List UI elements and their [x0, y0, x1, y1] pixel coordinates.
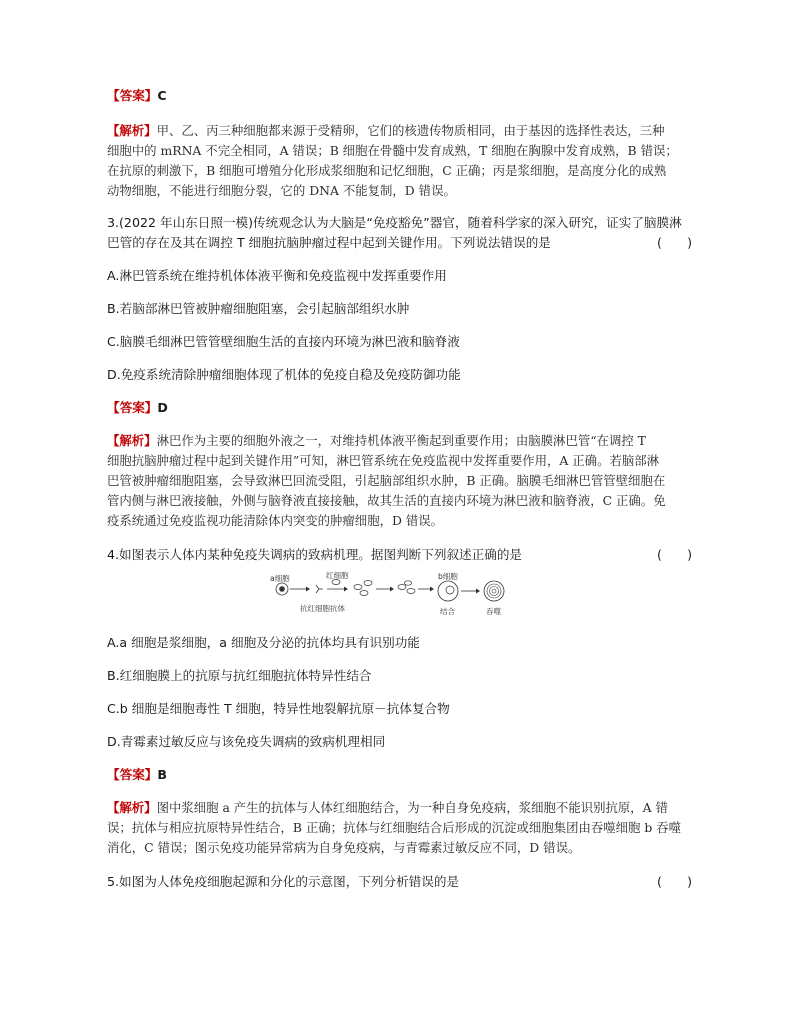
- q4-option-b: B.红细胞膜上的抗原与抗红细胞抗体特异性结合: [107, 668, 372, 683]
- q4-answer-blank: ( ): [656, 547, 692, 562]
- q3-option-d: D.免疫系统清除肿瘤细胞体现了机体的免疫自稳及免疫防御功能: [107, 367, 461, 382]
- label-bind: 结合: [440, 607, 455, 616]
- q3-option-a: A.淋巴管系统在维持机体体液平衡和免疫监视中发挥重要作用: [107, 268, 447, 283]
- q5-stem: 5.如图为人体免疫细胞起源和分化的示意图，下列分析错误的是 ( ): [107, 872, 692, 892]
- label-red-cell: 红细胞: [326, 571, 349, 580]
- q4-option-d: D.青霉素过敏反应与该免疫失调病的致病机理相同: [107, 734, 386, 749]
- q4-option-c: C.b 细胞是细胞毒性 T 细胞，特异性地裂解抗原－抗体复合物: [107, 701, 450, 716]
- q4-explanation: 【解析】图中浆细胞 a 产生的抗体与人体红细胞结合，为一种自身免疫病，浆细胞不能识别抗原，A 错 误；抗体与相应抗原特异性结合，B 正确；抗体与红细胞结合后形成的沉淀或细胞集团由吞噬细胞 b 吞噬 消化，C 错误；图示免疫功能异常病为自身免疫病，与青霉素过敏反应不同，D 错误。: [107, 800, 682, 855]
- label-antibody: 抗红细胞抗体: [300, 604, 345, 613]
- q4-answer: 【答案】B: [107, 767, 167, 782]
- q3-stem: 3.(2022 年山东日照一模)传统观念认为大脑是“免疫豁免”器官，随着科学家的深入研究，证实了脑膜淋 巴管的存在及其在调控 T 细胞抗脑肿瘤过程中起到关键作用。下列说法错误的是 ( ): [107, 213, 692, 253]
- q2-answer: 【答案】C: [107, 88, 167, 103]
- q4-options: [107, 633, 692, 752]
- immune-disorder-diagram: [272, 573, 522, 621]
- q4-stem: 4.如图表示人体内某种免疫失调病的致病机理。据图判断下列叙述正确的是 ( ): [107, 545, 692, 565]
- q3-answer-blank: ( ): [656, 235, 692, 250]
- label-b-cell: b细胞: [438, 572, 458, 581]
- q3-answer: 【答案】D: [107, 400, 168, 415]
- label-a-cell: a细胞: [270, 574, 290, 583]
- q3-explanation: 【解析】淋巴作为主要的细胞外液之一，对维持机体液平衡起到重要作用；由脑膜淋巴管“在调控 T 细胞抗脑肿瘤过程中起到关键作用”可知，淋巴管系统在免疫监视中发挥重要作用，A 正确。若脑部淋 巴管被肿瘤细胞阻塞，会导致淋巴回流受阻，引起脑部组织水肿，B 正确。脑膜毛细淋巴管管壁细胞在 管内侧与淋巴液接触，外侧与脑脊液直接接触，故其生活的直接内环境为淋巴液和脑脊液，C 正确。免 疫系统通过免疫监视功能清除体内突变的肿瘤细胞，D 错误。: [107, 433, 666, 528]
- label-engulf: 吞噬: [486, 607, 501, 616]
- q3-option-c: C.脑膜毛细淋巴管管壁细胞生活的直接内环境为淋巴液和脑脊液: [107, 334, 460, 349]
- document-page: [107, 86, 692, 892]
- q3-options: [107, 266, 692, 385]
- q3-option-b: B.若脑部淋巴管被肿瘤细胞阻塞，会引起脑部组织水肿: [107, 301, 410, 316]
- q4-option-a: A.a 细胞是浆细胞，a 细胞及分泌的抗体均具有识别功能: [107, 635, 420, 650]
- q2-explanation: 【解析】甲、乙、丙三种细胞都来源于受精卵，它们的核遗传物质相同，由于基因的选择性表达，三种 细胞中的 mRNA 不完全相同，A 错误；B 细胞在骨髓中发育成熟，T 细胞在胸腺中发育成熟，B 错误； 在抗原的刺激下，B 细胞可增殖分化形成浆细胞和记忆细胞，C 正确；丙是浆细胞，是高度分化的成熟 动物细胞，不能进行细胞分裂，它的 DNA 不能复制，D 错误。: [107, 123, 678, 198]
- q5-answer-blank: ( ): [656, 874, 692, 889]
